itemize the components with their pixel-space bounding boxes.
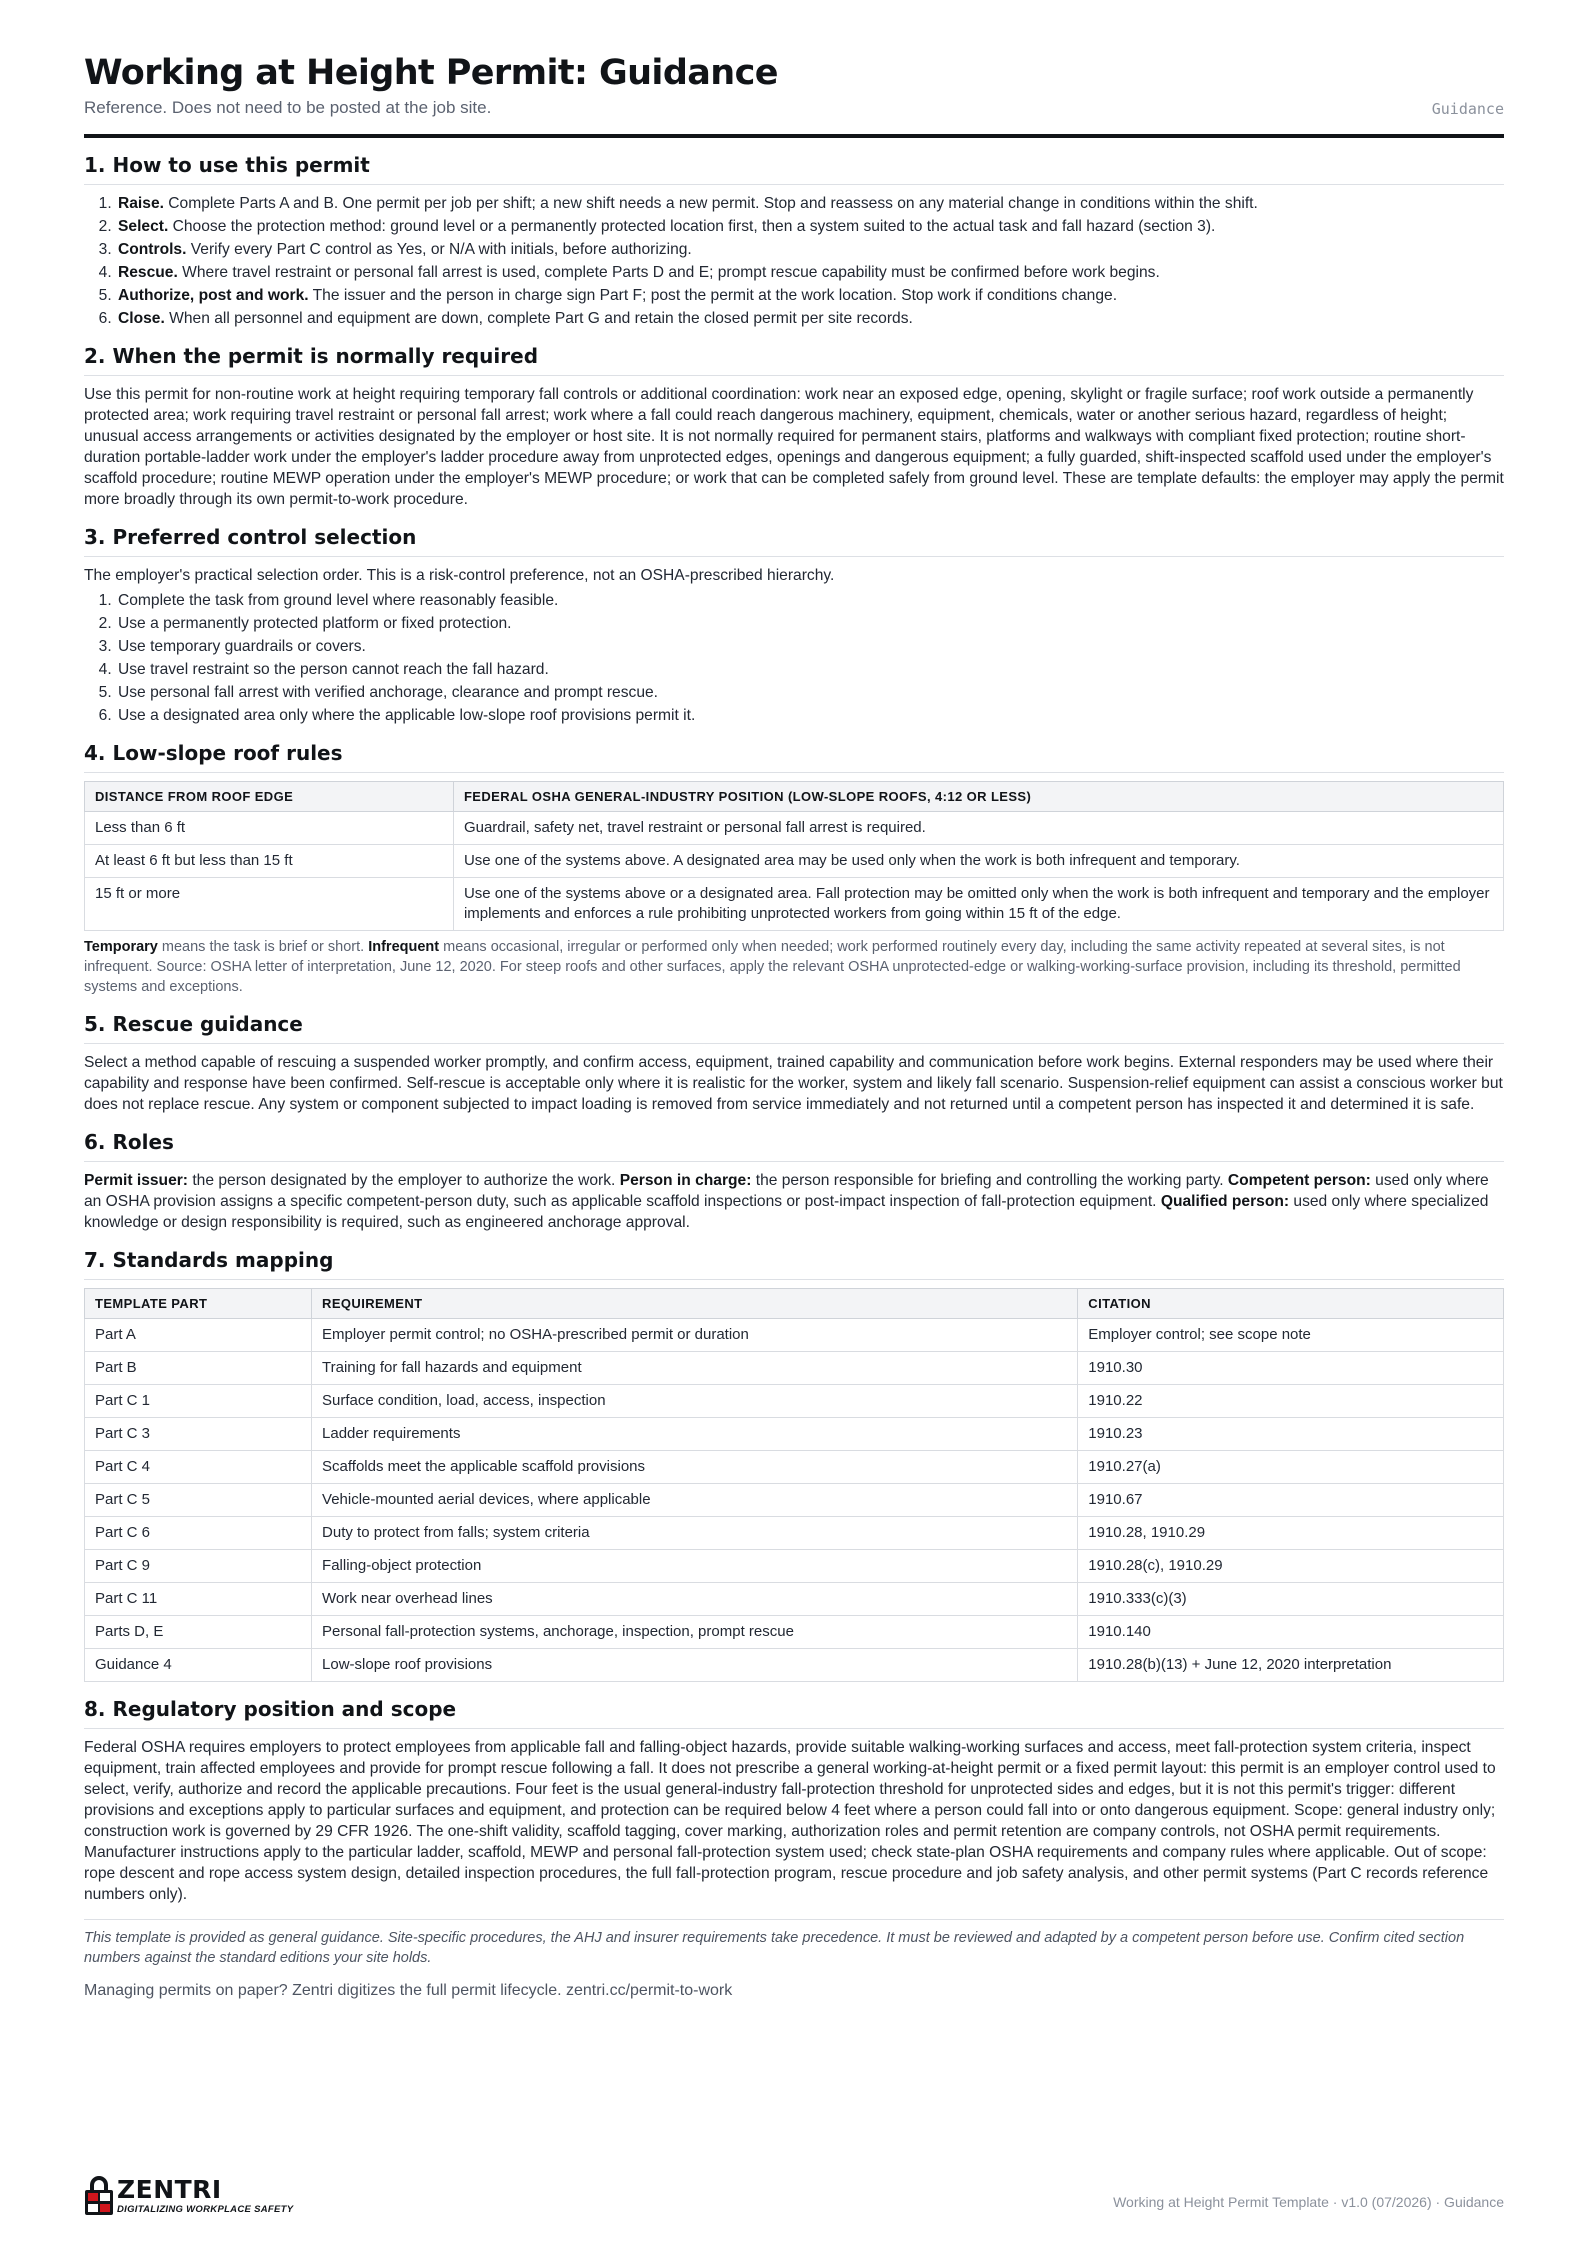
standards-table [84, 1288, 1504, 1682]
role-text: the person designated by the employer to authorize the work. [188, 1172, 620, 1189]
document-tag: Guidance [1431, 100, 1504, 118]
column-header: FEDERAL OSHA GENERAL-INDUSTRY POSITION (LOW-SLOPE ROOFS, 4:12 OR LESS) [453, 782, 1503, 812]
table-cell: Scaffolds meet the applicable scaffold provisions [312, 1451, 1078, 1484]
table-cell: Employer permit control; no OSHA-prescribed permit or duration [312, 1319, 1078, 1352]
step-label: Controls. [118, 241, 187, 258]
promo-link-text[interactable]: Managing permits on paper? Zentri digitizes the full permit lifecycle. zentri.cc/permit-to-work [84, 1982, 733, 1999]
disclaimer: This template is provided as general guidance. Site-specific procedures, the AHJ and insurer requirements take precedence. It must be reviewed and adapted by a competent person before use. Confirm cited section numbers against the standard editions your site holds. [84, 1919, 1504, 1968]
table-cell: Part C 4 [85, 1451, 312, 1484]
table-cell: Low-slope roof provisions [312, 1649, 1078, 1682]
step-text: Where travel restraint or personal fall arrest is used, complete Parts D and E; prompt rescue capability must be confirmed before work begins. [177, 264, 1160, 281]
step-text: The issuer and the person in charge sign Part F; post the permit at the work location. Stop work if conditions change. [308, 287, 1118, 304]
table-header-row [85, 1289, 1504, 1319]
table-row [85, 1550, 1504, 1583]
table-cell: Part C 5 [85, 1484, 312, 1517]
document-header [84, 52, 1504, 138]
table-row [85, 1583, 1504, 1616]
control-option-item: 5. Use personal fall arrest with verified anchorage, clearance and prompt rescue. [116, 682, 1504, 703]
table-cell: Part C 6 [85, 1517, 312, 1550]
table-row [85, 1616, 1504, 1649]
steps-list [84, 193, 1504, 329]
table-row [85, 1517, 1504, 1550]
table-cell: 1910.140 [1078, 1616, 1504, 1649]
table-row [85, 1418, 1504, 1451]
control-order-list [84, 590, 1504, 726]
table-cell: Duty to protect from falls; system criteria [312, 1517, 1078, 1550]
logo-text [117, 2176, 293, 2215]
role-text: used only where an OSHA provision assigns a specific competent-person duty, such as applicable scaffold inspections or post-impact inspection of fall-protection equipment. [84, 1172, 1489, 1210]
table-cell: 1910.67 [1078, 1484, 1504, 1517]
column-header: TEMPLATE PART [85, 1289, 312, 1319]
table-cell: Parts D, E [85, 1616, 312, 1649]
table-cell: Employer control; see scope note [1078, 1319, 1504, 1352]
roles-body [84, 1170, 1504, 1233]
table-cell: Work near overhead lines [312, 1583, 1078, 1616]
table-cell: 1910.27(a) [1078, 1451, 1504, 1484]
control-option-item: 4. Use travel restraint so the person cannot reach the fall hazard. [116, 659, 1504, 680]
footer-meta: Working at Height Permit Template · v1.0 (07/2026) · Guidance [1113, 2194, 1504, 2210]
step-item [116, 239, 1504, 260]
section-control-selection [84, 524, 1504, 726]
table-cell: Part C 3 [85, 1418, 312, 1451]
note-text: means occasional, irregular or performed only when needed; work performed routinely every day, including the same activity repeated at several sites, is not infrequent. Source: OSHA letter of interpretation, June 12, 2020. For steep roofs and other surfaces, apply the relevant OSHA unprotected-edge or walking-working-surface provision, including its threshold, permitted systems and exceptions. [84, 939, 1461, 995]
table-cell: At least 6 ft but less than 15 ft [85, 845, 454, 878]
note-text: means the task is brief or short. [157, 939, 369, 955]
roof-rules-note [84, 937, 1504, 997]
step-text: Complete Parts A and B. One permit per job per shift; a new shift needs a new permit. Stop and reassess on any material change in conditions within the shift. [163, 195, 1258, 212]
step-item [116, 216, 1504, 237]
table-cell: 1910.28(b)(13) + June 12, 2020 interpretation [1078, 1649, 1504, 1682]
section-heading: 1. How to use this permit [84, 152, 1504, 185]
section-heading: 3. Preferred control selection [84, 524, 1504, 557]
logo-wordmark: ZENTRI [117, 2175, 222, 2204]
table-cell: 1910.333(c)(3) [1078, 1583, 1504, 1616]
document-subtitle: Reference. Does not need to be posted at the job site. [84, 98, 492, 117]
section-heading: 8. Regulatory position and scope [84, 1696, 1504, 1729]
step-label: Rescue. [118, 264, 178, 281]
table-row [85, 1352, 1504, 1385]
role-permit-issuer: Permit issuer: [84, 1172, 189, 1189]
table-cell: 1910.23 [1078, 1418, 1504, 1451]
role-text: the person responsible for briefing and controlling the working party. [751, 1172, 1228, 1189]
zentri-logo-mark-icon [84, 2176, 114, 2216]
document-title: Working at Height Permit: Guidance [84, 53, 778, 93]
table-cell: Use one of the systems above or a designated area. Fall protection may be omitted only when the work is both infrequent and temporary and the employer implements and enforces a rule prohibiting unprotected workers from going within 15 ft of the edge. [453, 878, 1503, 931]
column-header: CITATION [1078, 1289, 1504, 1319]
table-cell: Part C 1 [85, 1385, 312, 1418]
table-cell: Falling-object protection [312, 1550, 1078, 1583]
section-heading: 2. When the permit is normally required [84, 343, 1504, 376]
section-body: Select a method capable of rescuing a suspended worker promptly, and confirm access, equipment, trained capability and communication before work begins. External responders may be used where their capability and response have been confirmed. Self-rescue is acceptable only where it is realistic for the worker, system and likely fall scenario. Suspension-relief equipment can assist a conscious worker but does not replace rescue. Any system or component subjected to impact loading is removed from service immediately and not returned until a competent person has inspected it and determined it is safe. [84, 1054, 1503, 1113]
logo-tagline: DIGITALIZING WORKPLACE SAFETY [117, 2204, 294, 2215]
section-heading: 4. Low-slope roof rules [84, 740, 1504, 773]
step-item [116, 285, 1504, 306]
step-label: Select. [118, 218, 169, 235]
step-item [116, 193, 1504, 214]
step-item [116, 262, 1504, 283]
control-option-item: 1. Complete the task from ground level where reasonably feasible. [116, 590, 1504, 611]
table-cell: Guardrail, safety net, travel restraint or personal fall arrest is required. [453, 812, 1503, 845]
role-text: used only where specialized knowledge or design responsibility is required, such as engineered anchorage approval. [84, 1193, 1489, 1231]
table-row [85, 812, 1504, 845]
table-cell: Part C 9 [85, 1550, 312, 1583]
term-infrequent: Infrequent [368, 939, 440, 955]
step-label: Close. [118, 310, 165, 327]
term-temporary: Temporary [84, 939, 158, 955]
control-option-item: 6. Use a designated area only where the applicable low-slope roof provisions permit it. [116, 705, 1504, 726]
table-row [85, 878, 1504, 931]
step-text: Verify every Part C control as Yes, or N/A with initials, before authorizing. [186, 241, 692, 258]
table-cell: Part A [85, 1319, 312, 1352]
page-footer [84, 2176, 1504, 2220]
column-header: REQUIREMENT [312, 1289, 1078, 1319]
section-standards-mapping [84, 1247, 1504, 1682]
table-row [85, 1649, 1504, 1682]
table-row [85, 845, 1504, 878]
section-when-required [84, 343, 1504, 510]
column-header: DISTANCE FROM ROOF EDGE [85, 782, 454, 812]
control-option-item: 3. Use temporary guardrails or covers. [116, 636, 1504, 657]
zentri-logo [84, 2176, 293, 2216]
section-how-to-use [84, 152, 1504, 329]
role-person-in-charge: Person in charge: [619, 1172, 752, 1189]
role-competent-person: Competent person: [1227, 1172, 1371, 1189]
table-cell: 1910.28, 1910.29 [1078, 1517, 1504, 1550]
section-low-slope-roof [84, 740, 1504, 997]
role-qualified-person: Qualified person: [1160, 1193, 1290, 1210]
step-text: Choose the protection method: ground level or a permanently protected location first, then a system suited to the actual task and fall hazard (section 3). [168, 218, 1216, 235]
table-row [85, 1451, 1504, 1484]
table-cell: Training for fall hazards and equipment [312, 1352, 1078, 1385]
section-body: Use this permit for non-routine work at height requiring temporary fall controls or additional coordination: work near an exposed edge, opening, skylight or fragile surface; roof work outside a permanently protected area; work requiring travel restraint or personal fall arrest; work where a fall could reach dangerous machinery, equipment, chemicals, water or another serious hazard, regardless of height; unusual access arrangements or activities designated by the employer or host site. It is not normally required for permanent stairs, platforms and walkways with compliant fixed protection; routine short-duration portable-ladder work under the employer's ladder procedure away from unprotected edges, openings and dangerous equipment; a fully guarded, shift-inspected scaffold used under the employer's scaffold procedure; routine MEWP operation under the employer's MEWP procedure; or work that can be completed safely from ground level. These are template defaults: the employer may apply the permit more broadly through its own permit-to-work procedure. [84, 386, 1504, 508]
table-row [85, 1319, 1504, 1352]
table-cell: 1910.30 [1078, 1352, 1504, 1385]
step-text: When all personnel and equipment are down, complete Part G and retain the closed permit per site records. [164, 310, 913, 327]
roof-rules-table [84, 781, 1504, 931]
section-intro: The employer's practical selection order. This is a risk-control preference, not an OSHA-prescribed hierarchy. [84, 567, 835, 584]
section-heading: 5. Rescue guidance [84, 1011, 1504, 1044]
document-page [84, 52, 1504, 2001]
section-heading: 7. Standards mapping [84, 1247, 1504, 1280]
table-cell: Use one of the systems above. A designated area may be used only when the work is both infrequent and temporary. [453, 845, 1503, 878]
table-row [85, 1385, 1504, 1418]
step-label: Raise. [118, 195, 164, 212]
table-cell: Surface condition, load, access, inspection [312, 1385, 1078, 1418]
table-cell: 1910.22 [1078, 1385, 1504, 1418]
step-item [116, 308, 1504, 329]
table-cell: Ladder requirements [312, 1418, 1078, 1451]
section-heading: 6. Roles [84, 1129, 1504, 1162]
table-cell: Part B [85, 1352, 312, 1385]
section-roles [84, 1129, 1504, 1233]
section-regulatory-scope [84, 1696, 1504, 1905]
table-cell: 15 ft or more [85, 878, 454, 931]
table-cell: Vehicle-mounted aerial devices, where applicable [312, 1484, 1078, 1517]
step-label: Authorize, post and work. [118, 287, 309, 304]
table-row [85, 1484, 1504, 1517]
table-header-row [85, 782, 1504, 812]
section-rescue [84, 1011, 1504, 1115]
table-cell: Part C 11 [85, 1583, 312, 1616]
control-option-item: 2. Use a permanently protected platform or fixed protection. [116, 613, 1504, 634]
table-cell: Less than 6 ft [85, 812, 454, 845]
table-cell: 1910.28(c), 1910.29 [1078, 1550, 1504, 1583]
table-cell: Personal fall-protection systems, anchorage, inspection, prompt rescue [312, 1616, 1078, 1649]
section-body: Federal OSHA requires employers to protect employees from applicable fall and falling-object hazards, provide suitable walking-working surfaces and access, meet fall-protection system criteria, inspect equipment, train affected employees and provide for prompt rescue following a fall. It does not prescribe a general working-at-height permit or a fixed permit layout: this permit is an employer control used to select, verify, authorize and record the applicable precautions. Four feet is the usual general-industry fall-protection threshold for unprotected sides and edges, but it is not this permit's trigger: different provisions and exceptions apply to particular surfaces and equipment, and protection can be required below 4 feet where a person could fall into or onto dangerous equipment. Scope: general industry only; construction work is governed by 29 CFR 1926. The one-shift validity, scaffold tagging, cover marking, authorization roles and permit retention are company controls, not OSHA permit requirements. Manufacturer instructions apply to the particular ladder, scaffold, MEWP and personal fall-protection system used; check state-plan OSHA requirements and company rules where applicable. Out of scope: rope descent and rope access system design, detailed inspection procedures, the full fall-protection program, rescue procedure and job safety analysis, and other permit systems (Part C records reference numbers only). [84, 1739, 1496, 1903]
table-cell: Guidance 4 [85, 1649, 312, 1682]
